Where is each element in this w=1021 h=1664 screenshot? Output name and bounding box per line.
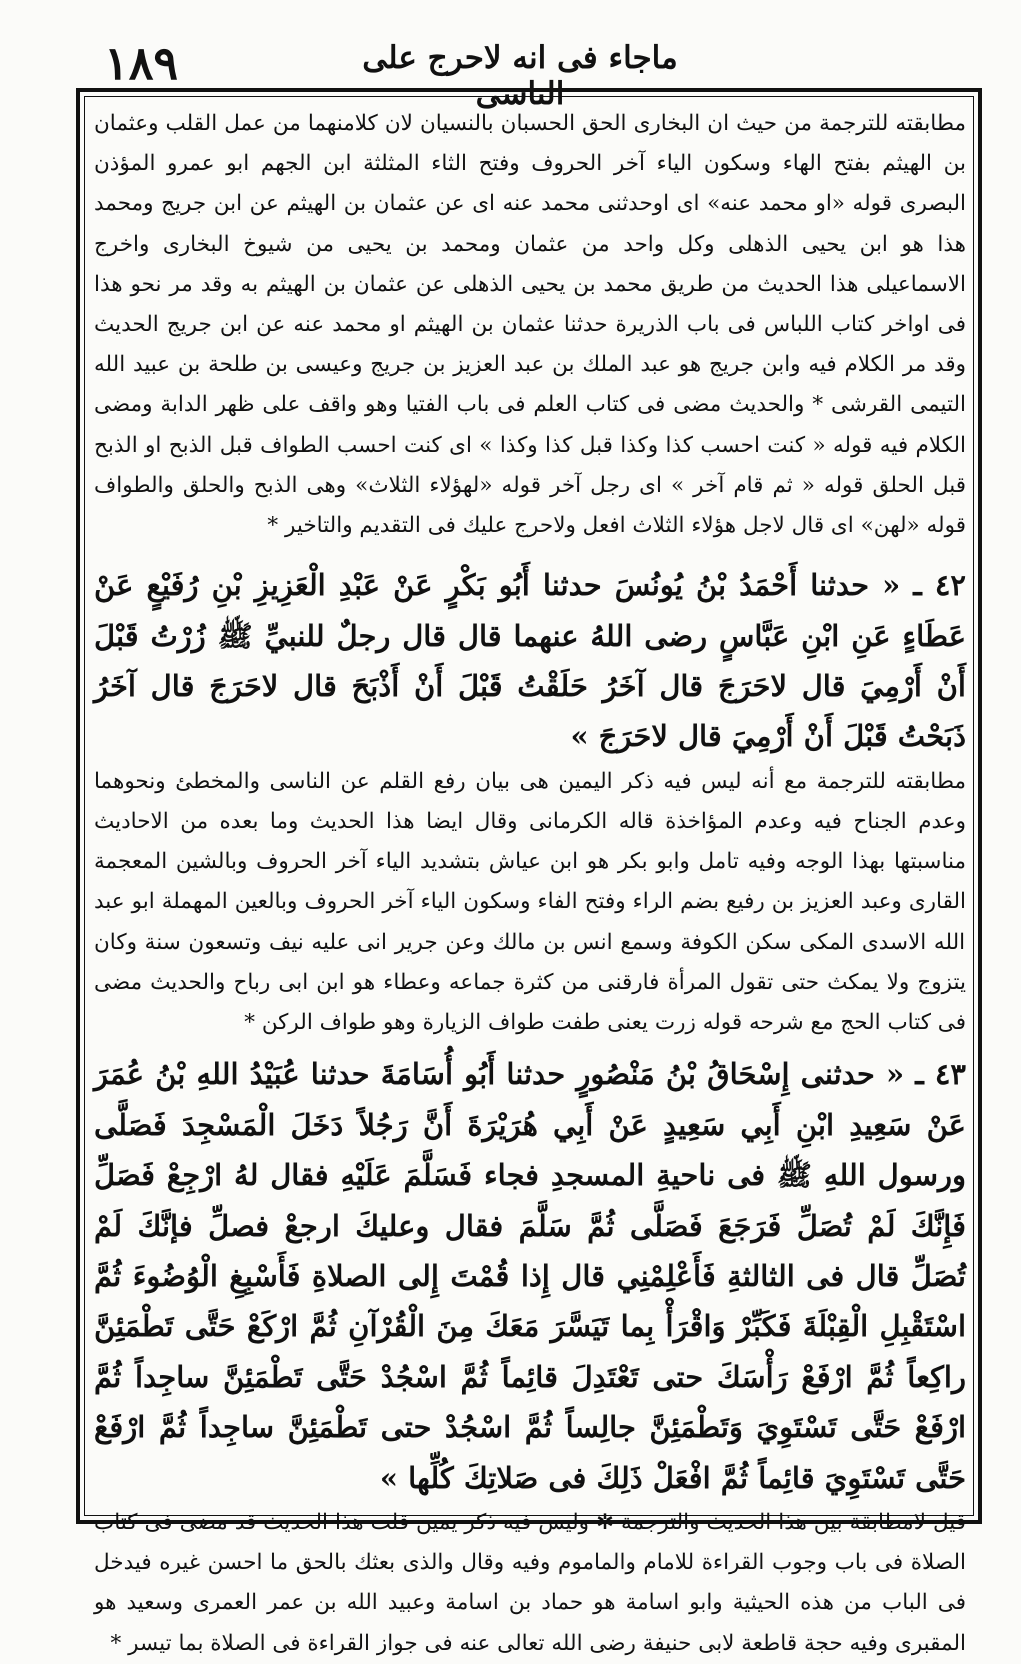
text-line: من شيوخ البخارى واخرج الاسماعيلى هذا الحديث من طريق محمد بن يحيى الذهلى عن عثمان بن الهيثم به وقد مر نحو: [94, 231, 966, 297]
hadith-line: تَيَسَّرَ مَعَكَ مِنَ الْقُرْآنِ ثُمَّ ارْكَعْ حَتَّى تَطْمَئِنَّ راكِعاً ثُمَّ ارْفَعْ رَأْسَكَ حتى تَعْتَدِلَ قائِماً ثُمَّ: [94, 1309, 966, 1394]
text-line: هو حماد بن اسامة وعبيد الله بن عمر العمرى وسعيد هو المقبرى وفيه حجة قاطعة لابى حنيفة رضى الله تعالى عنه فى جواز: [94, 1590, 966, 1656]
text-line: مطابقته للترجمة من حيث ان البخارى الحق الحسبان بالنسيان لان كلامنهما من عمل القلب وعثمان بن الهيثم بفتح: [94, 111, 966, 177]
commentary-block-2: [94, 762, 966, 1043]
text-line: القراءة فى الصلاة بما تيسر *: [110, 1630, 371, 1656]
text-line: «لهؤلاء الثلاث» وهى الذبح والحلق والطواف قوله «لهن» اى قال لاجل هؤلاء الثلاث افعل ولاحرج عليك: [94, 472, 966, 539]
hadith-number: ٤٣ ـ: [904, 1057, 966, 1092]
hadith-line: ابْنِ عَبَّاسٍ رضى اللهُ عنهما قال قال رجلٌ للنبيِّ ﷺ زُرْتُ قَبْلَ أَنْ أَرْمِيَ قال لاحَرَجَ قال آخَرُ: [94, 618, 966, 704]
text-line: الكلام فيه وابن جريج هو عبد الملك بن عبد العزيز بن جريج وعيسى بن طلحة بن عبيد الله التيمى القرشى * والحديث: [94, 352, 966, 418]
text-line: فى التقديم والتاخير *: [267, 513, 456, 539]
text-line: وجوب القراءة للامام والماموم وفيه وقال والذى بعثك بالحق ما احسن غيره فيدخل فى الباب من هذه الحيثية وابو اسامة: [94, 1550, 966, 1616]
text-line: هذا فى اواخر كتاب اللباس فى باب الذريرة حدثنا عثمان بن الهيثم او محمد عنه عن ابن جريج الحديث وقد مر: [94, 271, 966, 378]
hadith-line: فى الثالثةِ فَأَعْلِمْنِي قال إِذا قُمْتَ إِلى الصلاةِ فَأَسْبِغِ الْوُضُوءَ ثُمَّ اسْتَقْبِلِ الْقِبْلَةَ فَكَبِّرْ وَاقْرَأْ بِما: [94, 1258, 966, 1344]
hadith-number: ٤٢ ـ: [900, 568, 966, 603]
text-line: الهاء وسكون الياء آخر الحروف وفتح الثاء المثلثة ابن الجهم ابو عمرو المؤذن البصرى قوله «او محمد عنه» اى اوحدثنى: [94, 151, 966, 217]
text-line: قيل لامطابقة بين هذا الحديث والترجمة ✲ وليس فيه ذكر يمين قلت هذا الحديث قد مضى فى كتاب الصلاة فى باب: [94, 1509, 966, 1576]
page-number: ١٨٩: [104, 36, 179, 90]
commentary-block-3: [94, 1503, 966, 1664]
hadith-line: عَلَيْهِ فقال لهُ ارْجِعْ فَصَلِّ فَإِنَّكَ لَمْ تُصَلِّ فَرَجَعَ فَصَلَّى ثُمَّ سَلَّمَ فقال وعليكَ ارجعْ فصلِّ فإنَّكَ لَمْ تُصَلِّ قال: [94, 1158, 966, 1293]
commentary-block-1: [94, 104, 966, 546]
text-line: كذا وكذا » اى كنت احسب الطواف قبل الذبح او الذبح قبل الحلق قوله « ثم قام آخر » اى رجل آخر قوله: [94, 432, 966, 498]
hadith-line: حَلَقْتُ قَبْلَ أَنْ أَذْبَحَ قال لاحَرَجَ قال آخَرُ ذَبَحْتُ قَبْلَ أَنْ أَرْمِيَ قال لاحَرَجَ »: [94, 669, 966, 754]
page-header: [0, 0, 1021, 112]
hadith-line: ابْنِ أَبِي سَعِيدٍ عَنْ أَبِي هُرَيْرَةَ أَنَّ رَجُلاً دَخَلَ الْمَسْجِدَ فَصَلَّى ورسول اللهِ ﷺ فى ناحيةِ المسجدِ فجاء فَسَلَّمَ: [94, 1107, 967, 1193]
page-body: [94, 100, 967, 1656]
hadith-line: اسْجُدْ حَتَّى تَطْمَئِنَّ ساجِداً ثُمَّ ارْفَعْ حَتَّى تَسْتَوِيَ وَتَطْمَئِنَّ جالِساً ثُمَّ اسْجُدْ حتى تَطْمَئِنَّ ساجِداً: [94, 1359, 967, 1445]
text-line: قاله الكرمانى وقال ايضا هذا الحديث وما بعده من الاحاديث مناسبتها بهذا الوجه وفيه تامل وابو بكر هو ابن عياش: [94, 809, 966, 875]
text-line: قوله زرت يعنى طفت طواف الزيارة وهو طواف الركن *: [244, 1010, 743, 1036]
text-line: يتزوج ولا يمكث حتى تقول المرأة فارقنى من كثرة جماعه وعطاء هو ابن ابى رباح والحديث مضى فى كتاب الحج مع شرحه: [94, 969, 966, 1036]
hadith-line: « حدثنى إِسْحَاقُ بْنُ مَنْصُورٍ حدثنا أَبُو أُسَامَةَ حدثنا عُبَيْدُ اللهِ بْنُ عُمَرَ عَنْ سَعِيدِ: [94, 1057, 966, 1142]
text-line: مطابقته للترجمة مع أنه ليس فيه ذكر اليمين هى بيان رفع القلم عن الناسى والمخطئ ونحوهما وعدم الجناح فيه وعدم المؤاخذة: [94, 768, 966, 835]
hadith-42: [94, 560, 966, 762]
text-line: مضى فى كتاب العلم فى باب الفتيا وهو واقف على ظهر الدابة ومضى الكلام فيه قوله « كنت احسب كذا وكذا قبل: [94, 392, 966, 458]
hadith-43: [94, 1049, 966, 1503]
hadith-line: ثُمَّ ارْفَعْ حَتَّى تَسْتَوِيَ قائِماً ثُمَّ افْعَلْ ذَلِكَ فى صَلاتِكَ كُلِّها »: [94, 1410, 966, 1495]
running-title: ماجاء فى انه لاحرج على الناسى: [362, 40, 678, 112]
text-line: وبالعين المهملة ابو عبد الله الاسدى المكى سكن الكوفة وسمع انس بن مالك وعن جرير انى عليه نيف وتسعون سنة وكان: [94, 889, 966, 955]
hadith-line: « حدثنا أَحْمَدُ بْنُ يُونُسَ حدثنا أَبُو بَكْرٍ عَنْ عَبْدِ الْعَزِيزِ بْنِ رُفَيْعٍ عَنْ عَطَاءٍ عَنِ: [94, 568, 966, 653]
text-line: بتشديد الياء آخر الحروف وبالشين المعجمة القارى وعبد العزيز بن رفيع بضم الراء وفتح الفاء وسكون الياء آخر الحروف: [94, 849, 966, 915]
text-line: محمد عنه اى عن عثمان بن الهيثم عن ابن جريج ومحمد هذا هو ابن يحيى الذهلى وكل واحد من عثمان ومحمد بن يحيى: [94, 191, 966, 257]
